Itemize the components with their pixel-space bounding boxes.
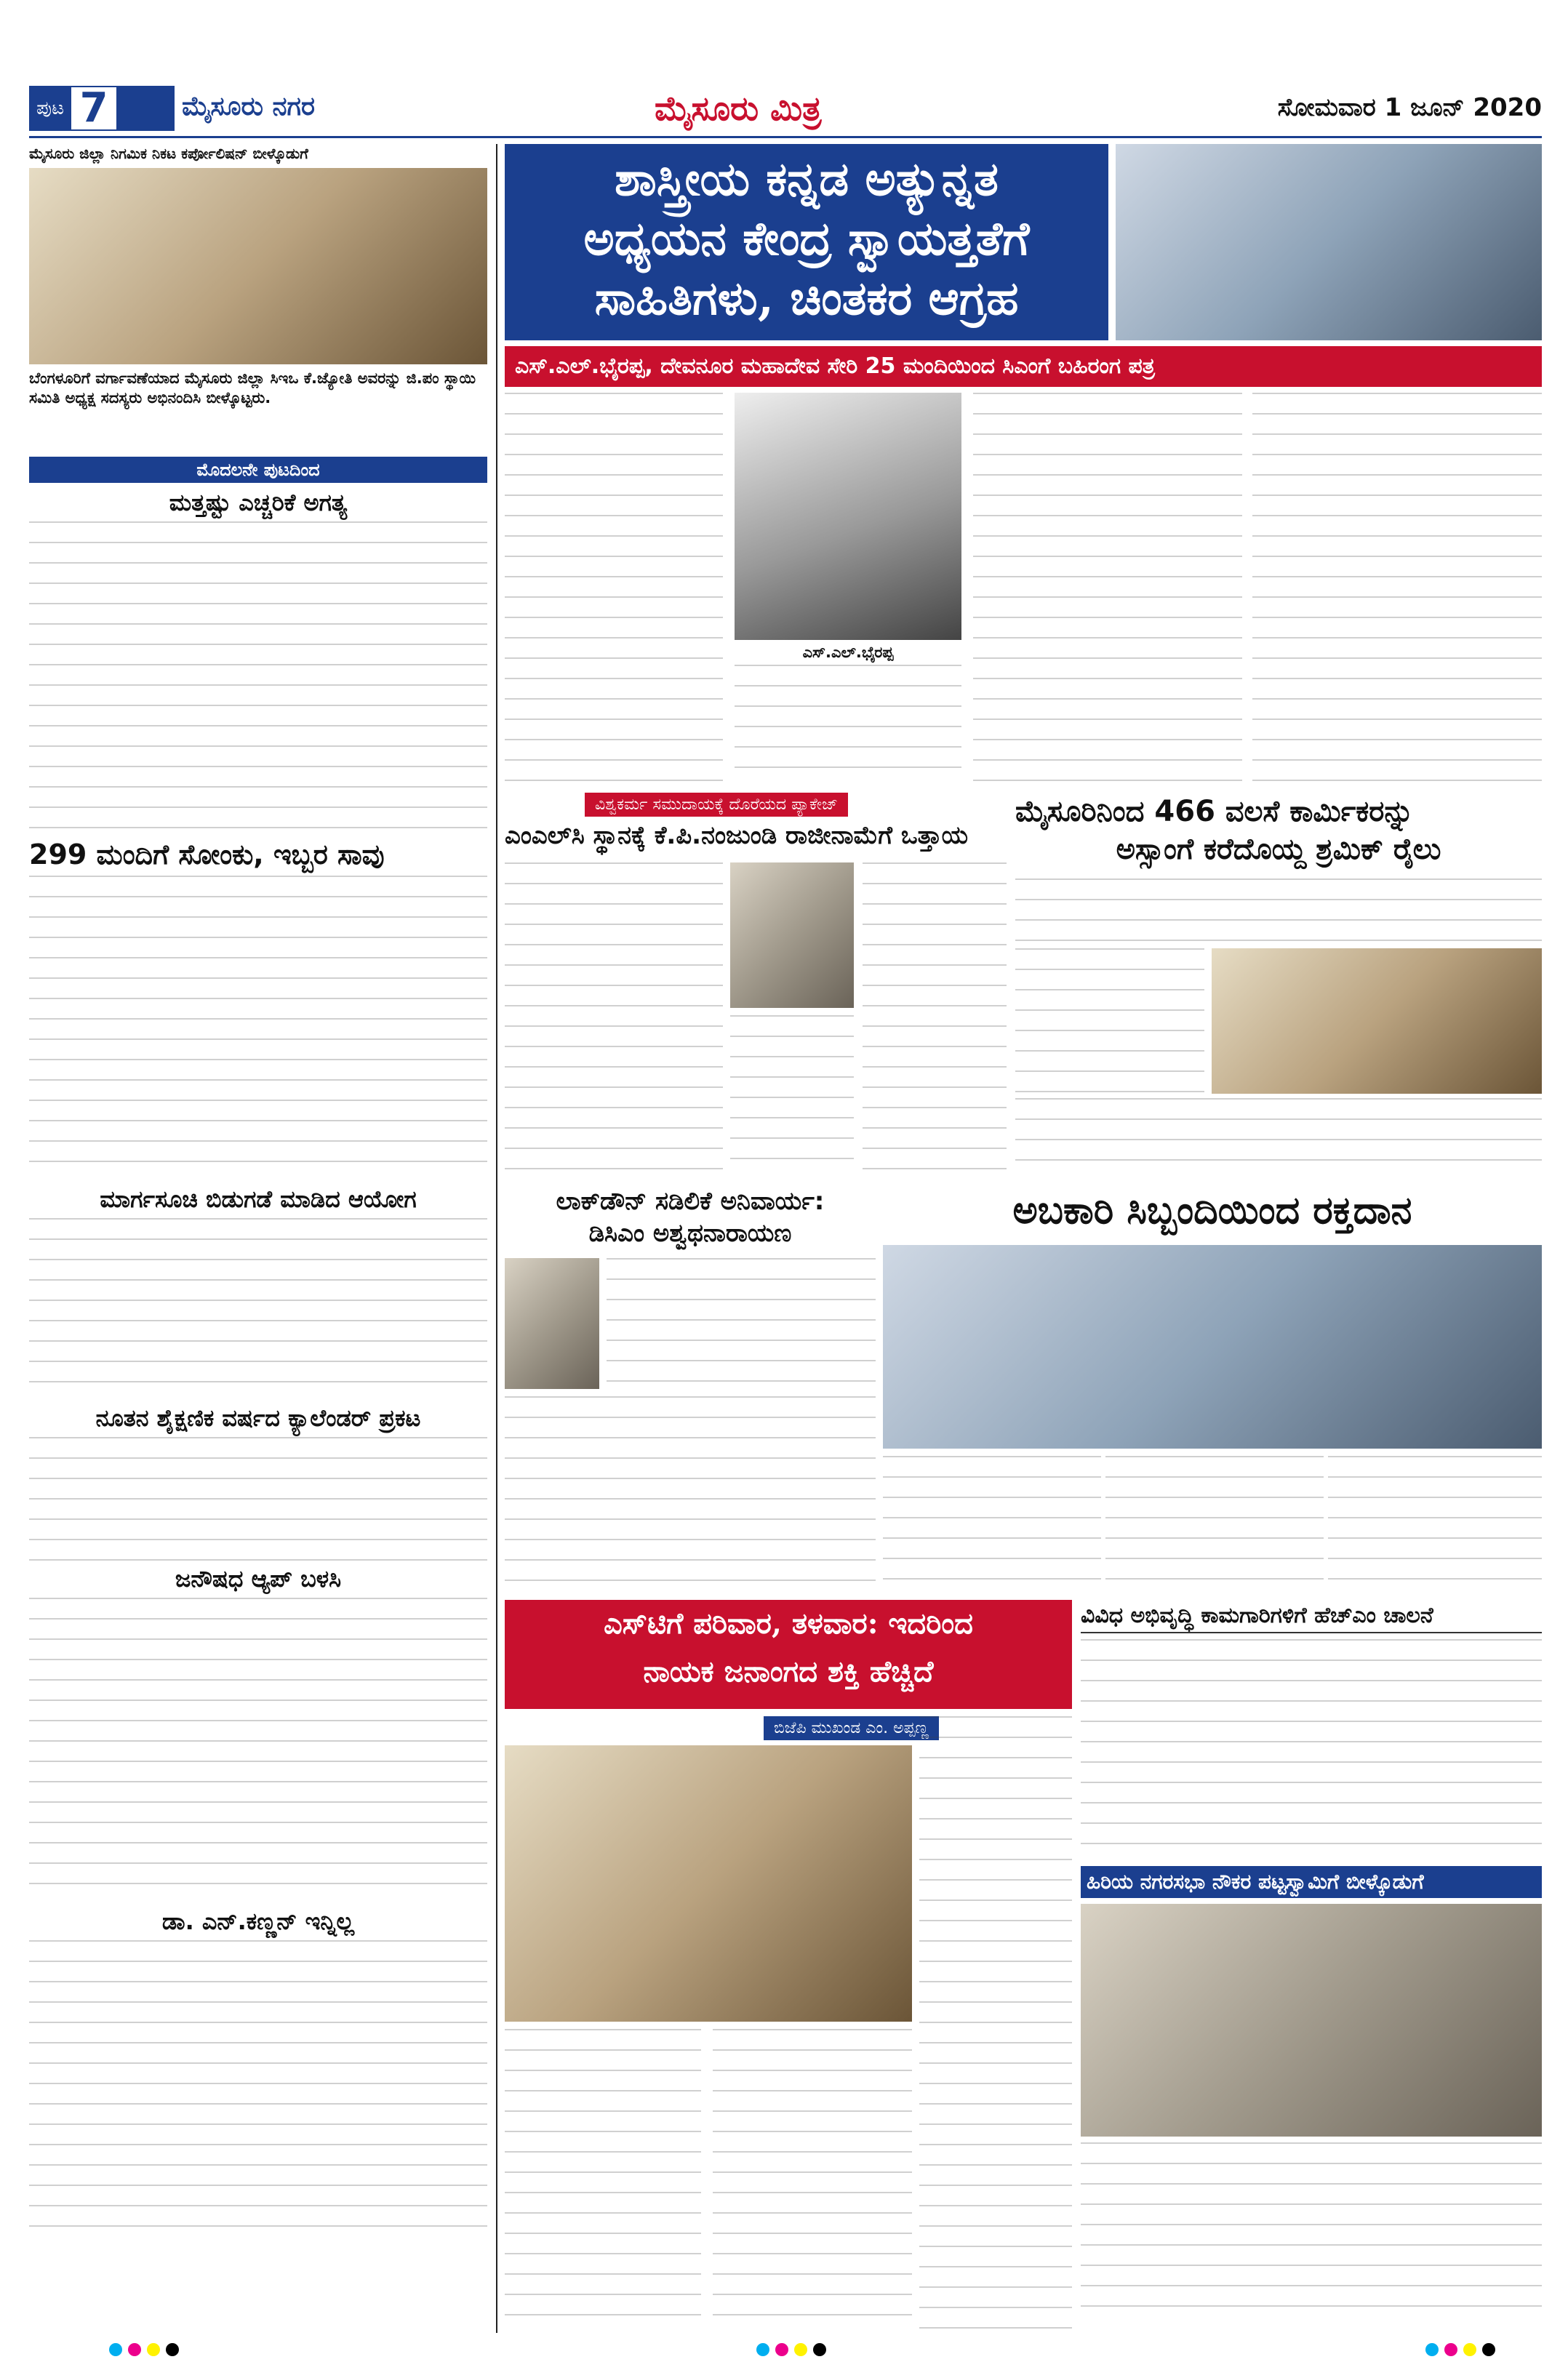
issue-date: ಸೋಮವಾರ 1 ಜೂನ್ 2020 <box>1277 93 1542 122</box>
text-block <box>1015 878 1542 944</box>
text-block <box>1015 948 1204 1094</box>
top-headline-line1: ಶಾಸ್ತ್ರೀಯ ಕನ್ನಡ ಅತ್ಯುನ್ನತ <box>615 152 999 207</box>
page-label: ಪುಟ <box>36 97 65 119</box>
headline-guidelines: ಮಾರ್ಗಸೂಚಿ ಬಿಡುಗಡೆ ಮಾಡಿದ ಆಯೋಗ <box>100 1185 417 1213</box>
works-story <box>1081 1600 1542 1862</box>
text-block <box>1081 2142 1542 2324</box>
works-headline: ವಿವಿಧ ಅಭಿವೃದ್ಧಿ ಕಾಮಗಾರಿಗಳಿಗೆ ಹೆಚ್‌ಎಂ ಚಾಲನೆ <box>1081 1600 1542 1633</box>
headline-academic-calendar: ನೂತನ ಶೈಕ್ಷಣಿಕ ವರ್ಷದ ಕ್ಯಾಲೆಂಡರ್ ಪ್ರಕಟ <box>95 1404 421 1432</box>
text-block <box>607 1258 876 1389</box>
text-block <box>1105 1456 1324 1590</box>
felicitation-photo <box>29 168 487 364</box>
column-divider <box>496 144 497 2333</box>
left-column-stories <box>29 489 487 2336</box>
nanjundi-headline: ಎಂಎಲ್‌ಸಿ ಸ್ಥಾನಕ್ಕೆ ಕೆ.ಪಿ.ನಂಜುಂಡಿ ರಾಜೀನಾಮೆಗೆ ಒತ್ತಾಯ <box>505 821 969 850</box>
institute-building-photo <box>1116 144 1542 340</box>
headline-caution: ಮತ್ತಷ್ಟು ಎಚ್ಚರಿಕೆ ಅಗತ್ಯ <box>169 489 348 516</box>
portrait-caption: ಎಸ್.ಎಲ್.ಭೈರಪ್ಪ <box>802 644 894 661</box>
photo-caption: ಬೆಂಗಳೂರಿಗೆ ವರ್ಗಾವಣೆಯಾದ ಮೈಸೂರು ಜಿಲ್ಲಾ ಸಿಇಒ ಕೆ.ಜ್ಯೋತಿ ಅವರನ್ನು ಜಿ.ಪಂ ಸ್ಥಾಯಿ ಸಮಿತಿ ಅಧ್ಯಕ್ಷ ಸದಸ್ಯರು ಅಭಿನಂದಿಸಿ ಬೀಳ್ಕೊಟ್ಟರು. <box>29 369 476 407</box>
nayaka-text-col1 <box>505 2029 701 2334</box>
paper-name: ಮೈಸೂರು ಮಿತ್ರ <box>655 89 822 128</box>
top-story-text-col4 <box>1252 393 1542 785</box>
nayaka-event-photo <box>505 1745 912 2022</box>
registration-dots-right <box>1425 2343 1501 2359</box>
text-block <box>29 876 487 1181</box>
text-block <box>29 1437 487 1561</box>
top-headline-line3: ಸಾಹಿತಿಗಳು, ಚಿಂತಕರ ಆಗ್ರಹ <box>594 271 1019 326</box>
text-block <box>1015 1098 1542 1175</box>
headline-obituary: ಡಾ. ಎನ್.ಕಣ್ಣನ್ ಇನ್ನಿಲ್ಲ <box>161 1907 355 1935</box>
top-story-text-col3 <box>973 393 1242 785</box>
lockdown-story <box>505 1185 876 1585</box>
text-block <box>863 862 1007 1175</box>
text-block <box>1081 1639 1542 1857</box>
text-block <box>883 1456 1101 1590</box>
text-block <box>29 1940 487 2231</box>
photo-kicker: ಮೈಸೂರು ಜಿಲ್ಲಾ ನಿಗಮಿಕ ನಿಕಟ ಕರ್ಪೋಲಿಷನ್ ಬೀಳ್ಕೊಡುಗೆ <box>29 145 308 162</box>
section-title: ಮೈಸೂರು ನಗರ <box>182 92 316 121</box>
top-story-subhead <box>505 346 1542 387</box>
dcm-portrait <box>505 1258 599 1389</box>
continued-banner: ಮೊದಲನೇ ಪುಟದಿಂದ <box>29 457 487 483</box>
masthead <box>29 86 1542 138</box>
text-block <box>505 862 723 1175</box>
nayaka-headline-line1: ಎಸ್‌ಟಿಗೆ ಪರಿವಾರ, ತಳವಾರ: ಇದರಿಂದ <box>604 1606 973 1641</box>
headline-covid-cases: 299 ಮಂದಿಗೆ ಸೋಂಕು, ಇಬ್ಬರ ಸಾವು <box>29 838 385 870</box>
blood-headline: ಅಬಕಾರಿ ಸಿಬ್ಬಂದಿಯಿಂದ ರಕ್ತದಾನ <box>1012 1188 1412 1233</box>
left-photo-story <box>29 144 487 451</box>
registration-dots-center <box>756 2343 832 2359</box>
lockdown-headline-line2: ಡಿಸಿಎಂ ಅಶ್ವಥನಾರಾಯಣ <box>588 1219 792 1248</box>
text-block <box>29 1598 487 1903</box>
nayaka-text-right <box>919 1716 1072 2334</box>
text-block <box>1328 1456 1542 1590</box>
text-block <box>29 521 487 834</box>
top-headline-line2: ಅಧ್ಯಯನ ಕೇಂದ್ರ ಸ್ವಾಯತ್ತತೆಗೆ <box>583 212 1030 266</box>
registration-dots-left <box>109 2343 185 2359</box>
nayaka-byline: ಬಿಜೆಪಿ ಮುಖಂಡ ಎಂ. ಅಪ್ಪಣ್ಣ <box>764 1716 939 1740</box>
page-number-badge <box>29 86 175 131</box>
subhead-text: ಎಸ್.ಎಲ್.ಭೈರಪ್ಪ, ದೇವನೂರ ಮಹಾದೇವ ಸೇರಿ 25 ಮಂದಿಯಿಂದ ಸಿಎಂಗೆ ಬಹಿರಂಗ ಪತ್ರ <box>515 353 1155 379</box>
blood-donation-story <box>883 1185 1542 1593</box>
clerk-headline: ಹಿರಿಯ ನಗರಸಭಾ ನೌಕರ ಪಟ್ಟಸ್ವಾಮಿಗೆ ಬೀಳ್ಕೊಡುಗೆ <box>1081 1866 1542 1898</box>
nayaka-text-col2 <box>713 2029 912 2334</box>
clerk-felicitation-photo <box>1081 1904 1542 2137</box>
nanjundi-portrait <box>730 862 854 1008</box>
nanjundi-kicker: ವಿಶ್ವಕರ್ಮ ಸಮುದಾಯಕ್ಕೆ ದೊರೆಯದ ಪ್ಯಾಕೇಜ್ <box>585 793 848 817</box>
top-story-text-col2 <box>735 665 961 785</box>
top-story-text-col1 <box>505 393 723 785</box>
nayaka-story-headline <box>505 1600 1072 1709</box>
migrant-workers-train-photo <box>1212 948 1542 1094</box>
headline-janaushadhi: ಜನೌಷಧ ಆ್ಯಪ್ ಬಳಸಿ <box>175 1565 342 1593</box>
page-number: 7 <box>71 87 116 129</box>
text-block <box>730 1015 854 1175</box>
train-headline-line1: ಮೈಸೂರಿನಿಂದ 466 ವಲಸೆ ಕಾರ್ಮಿಕರನ್ನು <box>1015 795 1414 828</box>
clerk-story <box>1081 1866 1542 2331</box>
train-story <box>1015 793 1542 1178</box>
nanjundi-story <box>505 793 1007 1178</box>
top-story-headline-block <box>505 144 1108 340</box>
lockdown-headline-line1: ಲಾಕ್‌ಡೌನ್ ಸಡಿಲಿಕೆ ಅನಿವಾರ್ಯ: <box>556 1187 825 1216</box>
nayaka-headline-line2: ನಾಯಕ ಜನಾಂಗದ ಶಕ್ತಿ ಹೆಚ್ಚಿದೆ <box>643 1654 934 1689</box>
text-block <box>29 1218 487 1400</box>
text-block <box>505 1396 876 1582</box>
train-headline-line2: ಅಸ್ಸಾಂಗೆ ಕರೆದೊಯ್ದ ಶ್ರಮಿಕ್ ರೈಲು <box>1116 833 1441 866</box>
blood-donation-photo <box>883 1245 1542 1449</box>
bhyrappa-portrait <box>735 393 961 640</box>
